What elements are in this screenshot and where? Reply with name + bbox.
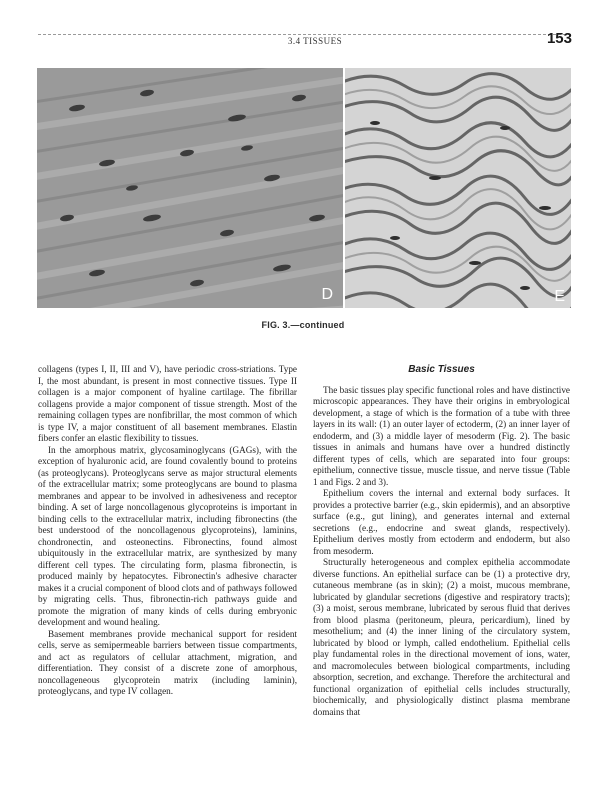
section-heading: Basic Tissues (408, 364, 475, 375)
paragraph: collagens (types I, II, III and V), have periodic cross-striations. Type I, the most abundant, is present in most connective tissues. Type II collagen is a major component of hyaline cartilage. The fibrillar collagens provide a major component of tissue strength. Most of the remaining collagen types are nonfibrillar, the most common of which is type IV, a major constituent of all basement membranes. Elastin fibers confer an elastic flexibility to tissues. (38, 364, 297, 443)
connective-tissue-image (345, 68, 571, 308)
page-number: 153 (546, 30, 572, 47)
running-head: 3.4 TISSUES (287, 36, 343, 46)
paragraph: In the amorphous matrix, glycosaminoglycans (GAGs), with the exception of hyaluronic acid, are found covalently bound to proteins (as proteoglycans). Proteoglycans serve as major structural elements of the extracellular matrix; some proteoglycans are bound to plasma membranes and appear to be involved in adhesiveness and receptor binding. A set of large noncollagenous glycoproteins is important in binding cells to the extracellular matrix, including fibronectins (the best understood of the noncollagenous glycoproteins), laminins, chondronectin, and osteonectins. Fibronectins, found almost ubiquitously in the extracellular matrix, are synthesized by many different cell types. The circulating form, plasma fibronectin, is produced mainly by hepatocytes. Fibronectin's adhesive character makes it a crucial component of blood clots and of pathways followed by migrating cells. Thus, fibronectin-rich pathways guide and promote the migration of many kinds of cells during embryonic development and wound healing. (38, 444, 297, 627)
micrograph-panel-d (37, 68, 343, 308)
paragraph: Basement membranes provide mechanical support for resident cells, serve as semipermeable barriers between tissue compartments, and act as regulators of cellular attachment, migration, and differentiation. They consist of a discrete zone of amorphous, noncollageneous glycoprotein matrix (including laminin), proteoglycans, and type IV collagen. (38, 628, 297, 696)
micrograph-panel-e (345, 68, 571, 308)
header-rule (38, 34, 571, 35)
paragraph: Structurally heterogeneous and complex epithelia accommodate diverse functions. An epithelial surface can be (1) a protective dry, cutaneous membrane (as in skin); (2) a moist, mucous membrane, lubricated by glandular secretions (digestive and respiratory tracts); (3) a moist, serous membrane, lubricated by serous fluid that derives from blood plasma (peritoneum, pleura, pericardium), lined by mesothelium; and (4) the inner lining of the circulatory system, lubricated by blood or lymph, called endothelium. Epithelial cells play fundamental roles in the directional movement of ions, water, and macromolecules between biological compartments, including absorption, secretion, and exchange. Therefore the architectural and functional organization of epithelial cells includes structurally, biochemically, and physiologically distinct plasma membrane domains that (313, 557, 570, 717)
figure-caption: FIG. 3.—continued (261, 320, 345, 330)
right-column (313, 364, 570, 718)
panel-label-d: D (321, 286, 333, 303)
paragraph: The basic tissues play specific functional roles and have distinctive microscopic appearances. They have their origins in embryological development, a stage of which is the formation of a tube with three layers in its wall: (1) an outer layer of ectoderm, (2) an inner layer of endoderm, and (3) a middle layer of mesoderm (Fig. 2). The basic tissues in animals and humans have over a hundred distinctly different types of cells, which are separated into four groups: epithelium, connective tissue, muscle tissue, and nerve tissue (Table 1 and Figs. 2 and 3). (313, 384, 570, 487)
left-column (38, 364, 297, 698)
panel-label-e: E (554, 288, 565, 305)
paragraph: Epithelium covers the internal and external body surfaces. It provides a protective barrier (e.g., skin epidermis), and an absorptive surface (e.g., gut lining), and generates internal and external secretions (e.g., endocrine and sweat glands, respectively). Epithelium derives mostly from ectoderm and endoderm, but also from mesoderm. (313, 488, 570, 556)
cardiac-muscle-image (37, 68, 343, 308)
